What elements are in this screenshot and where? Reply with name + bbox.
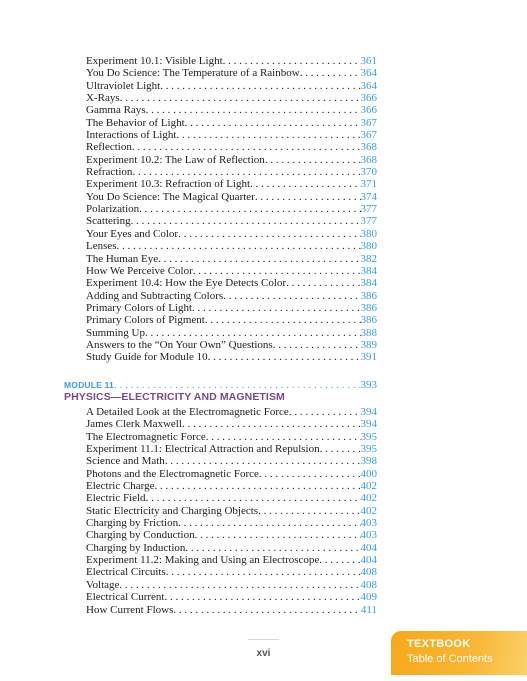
toc-entry[interactable] <box>86 141 377 153</box>
toc-entry-page: 411 <box>360 603 377 616</box>
module-page-number: 393 <box>360 379 377 391</box>
toc-entry-page: 364 <box>360 67 377 80</box>
toc-entry[interactable] <box>86 240 377 252</box>
badge-line-1: TEXTBOOK <box>407 638 471 650</box>
textbook-toc-button[interactable] <box>391 631 527 675</box>
toc-entry-page: 404 <box>360 554 377 567</box>
toc-entry-title: Adding and Subtracting Colors <box>86 289 224 302</box>
toc-entry-page: 402 <box>360 492 377 505</box>
toc-entry-title: How Current Flows <box>86 603 174 616</box>
toc-entry-page: 395 <box>360 443 377 456</box>
toc-entry-title: The Human Eye <box>86 252 159 265</box>
toc-entry[interactable] <box>86 314 377 326</box>
toc-entry[interactable] <box>86 302 377 314</box>
toc-entry-page: 403 <box>360 529 377 542</box>
toc-entry[interactable] <box>86 228 377 240</box>
toc-entry-title: Refraction <box>86 166 133 179</box>
toc-entry-title: Your Eyes and Color <box>86 227 179 240</box>
toc-entry-title: A Detailed Look at the Electromagnetic Force <box>86 406 289 418</box>
toc-entry-title: Electrical Current <box>86 591 165 604</box>
toc-entry-title: X-Rays <box>86 92 120 105</box>
badge-line-2: Table of Contents <box>407 653 493 665</box>
dot-leader <box>139 203 360 215</box>
toc-entry[interactable] <box>86 339 377 351</box>
toc-entry-title: Experiment 11.1: Electrical Attraction and Repulsion <box>86 443 320 456</box>
toc-entry[interactable] <box>86 455 377 467</box>
dot-leader <box>185 117 361 129</box>
toc-entry[interactable] <box>86 55 377 67</box>
toc-entry-page: 386 <box>360 301 377 314</box>
toc-entry-page: 395 <box>360 430 377 443</box>
dot-leader <box>178 228 360 240</box>
toc-entry-page: 384 <box>360 264 377 277</box>
dot-leader <box>132 166 360 178</box>
module-title: PHYSICS—ELECTRICITY AND MAGNETISM <box>64 391 285 403</box>
dot-leader <box>131 215 361 227</box>
toc-entry-page: 398 <box>360 455 377 468</box>
dot-leader <box>193 265 361 277</box>
toc-entry[interactable] <box>86 92 377 104</box>
dot-leader <box>320 443 361 455</box>
toc-entry-page: 388 <box>360 326 377 339</box>
toc-entry-page: 368 <box>360 153 377 166</box>
toc-entry-title: Summing Up <box>86 326 145 339</box>
toc-entry[interactable] <box>86 191 377 203</box>
toc-entry[interactable] <box>86 327 377 339</box>
dot-leader <box>165 455 361 467</box>
dot-leader <box>192 302 360 314</box>
toc-entry[interactable] <box>86 579 377 591</box>
dot-leader <box>182 418 361 430</box>
toc-entry-page: 371 <box>360 178 377 191</box>
toc-entry-page: 409 <box>360 591 377 604</box>
toc-entry-page: 374 <box>360 190 377 203</box>
toc-entry-title: Primary Colors of Pigment <box>86 314 205 327</box>
toc-entry[interactable] <box>86 492 377 504</box>
toc-entry-title: Answers to the “On Your Own” Questions <box>86 338 273 351</box>
dot-leader <box>300 67 361 79</box>
toc-entry-page: 402 <box>360 504 377 517</box>
dot-leader <box>173 604 361 616</box>
toc-entry-title: Gamma Rays <box>86 104 146 117</box>
toc-entry-page: 364 <box>360 79 377 92</box>
toc-entry[interactable] <box>86 505 377 517</box>
toc-entry-title: James Clerk Maxwell <box>86 418 182 431</box>
toc-entry-title: Electric Field <box>86 492 146 505</box>
toc-entry-page: 366 <box>360 104 377 117</box>
toc-entry[interactable] <box>86 80 377 92</box>
toc-entry-page: 389 <box>360 338 377 351</box>
dot-leader <box>176 129 360 141</box>
toc-entry[interactable] <box>86 203 377 215</box>
toc-entry-title: Lenses <box>86 240 117 253</box>
toc-entry-title: Charging by Induction <box>86 541 186 554</box>
toc-entry[interactable] <box>86 253 377 265</box>
toc-entry-page: 380 <box>360 240 377 253</box>
dot-leader <box>146 104 361 116</box>
toc-entry-title: Ultraviolet Light <box>86 79 161 92</box>
toc-entry[interactable] <box>86 431 377 443</box>
toc-entry[interactable] <box>86 277 377 289</box>
toc-entry[interactable] <box>86 104 377 116</box>
toc-entry[interactable] <box>86 554 377 566</box>
dot-leader <box>319 554 360 566</box>
dot-leader <box>119 579 360 591</box>
dot-leader <box>145 327 361 339</box>
toc-entry[interactable] <box>86 117 377 129</box>
toc-entry-page: 402 <box>360 480 377 493</box>
toc-entry-title: Experiment 10.4: How the Eye Detects Color <box>86 277 287 290</box>
toc-entry[interactable] <box>86 566 377 578</box>
dot-leader <box>286 277 360 289</box>
page-number: xvi <box>256 648 271 659</box>
toc-section-module-10 <box>86 55 377 364</box>
toc-entry-title: Scattering <box>86 215 131 228</box>
dot-leader <box>255 191 361 203</box>
toc-entry[interactable] <box>86 418 377 430</box>
toc-entry[interactable] <box>86 591 377 603</box>
toc-entry[interactable] <box>86 517 377 529</box>
dot-leader <box>195 529 361 541</box>
toc-entry-page: 377 <box>360 203 377 216</box>
toc-entry[interactable] <box>86 406 377 418</box>
dot-leader <box>155 480 361 492</box>
toc-entry-page: 386 <box>360 314 377 327</box>
toc-entry-page: 403 <box>360 517 377 530</box>
toc-entry-title: The Behavior of Light <box>86 116 185 129</box>
toc-entry-title: Electrical Circuits <box>86 566 166 579</box>
dot-leader <box>208 351 361 363</box>
dot-leader <box>146 492 361 504</box>
toc-entry-page: 380 <box>360 227 377 240</box>
dot-leader <box>165 591 361 603</box>
toc-entry-title: Interactions of Light <box>86 129 177 142</box>
toc-entry-title: Study Guide for Module 10 <box>86 351 208 364</box>
toc-entry[interactable] <box>86 542 377 554</box>
dot-leader <box>166 566 361 578</box>
toc-entry-title: Experiment 10.3: Refraction of Light <box>86 178 251 191</box>
toc-entry-page: 394 <box>360 418 377 431</box>
toc-entry[interactable] <box>86 480 377 492</box>
toc-entry-title: Primary Colors of Light <box>86 301 193 314</box>
toc-entry[interactable] <box>86 215 377 227</box>
toc-entry[interactable] <box>86 351 377 363</box>
toc-entry-page: 408 <box>360 578 377 591</box>
dot-leader <box>205 314 361 326</box>
module-11-entry[interactable] <box>64 379 377 391</box>
toc-entry[interactable] <box>86 529 377 541</box>
dot-leader <box>223 55 361 67</box>
toc-entry[interactable] <box>86 67 377 79</box>
toc-entry[interactable] <box>86 166 377 178</box>
toc-entry-title: Charging by Friction <box>86 517 179 530</box>
toc-entry-page: 394 <box>360 406 377 418</box>
toc-entry-title: Reflection <box>86 141 132 154</box>
toc-entry[interactable] <box>86 443 377 455</box>
dot-leader <box>223 290 360 302</box>
toc-entry-title: The Electromagnetic Force <box>86 430 206 443</box>
toc-entry[interactable] <box>86 154 377 166</box>
dot-leader <box>273 339 361 351</box>
toc-entry-page: 400 <box>360 467 377 480</box>
toc-entry-page: 386 <box>360 289 377 302</box>
toc-entry[interactable] <box>86 604 377 616</box>
toc-entry-title: Static Electricity and Charging Objects <box>86 504 259 517</box>
dot-leader <box>185 542 360 554</box>
module-label: MODULE 11 <box>64 380 114 390</box>
dot-leader <box>259 468 361 480</box>
toc-entry-page: 367 <box>360 116 377 129</box>
toc-entry-page: 370 <box>360 166 377 179</box>
toc-entry-title: Photons and the Electromagnetic Force <box>86 467 259 480</box>
toc-entry[interactable] <box>86 290 377 302</box>
toc-entry[interactable] <box>86 129 377 141</box>
toc-entry-page: 366 <box>360 92 377 105</box>
toc-entry-page: 377 <box>360 215 377 228</box>
toc-entry-title: Science and Math <box>86 455 165 468</box>
toc-entry[interactable] <box>86 468 377 480</box>
dot-leader <box>250 178 360 190</box>
toc-entry-page: 382 <box>360 252 377 265</box>
toc-entry-title: Experiment 11.2: Making and Using an Electroscope <box>86 554 320 567</box>
toc-entry-page: 361 <box>360 55 377 67</box>
toc-entry[interactable] <box>86 178 377 190</box>
toc-entry-title: Voltage <box>86 578 120 591</box>
dot-leader <box>206 431 361 443</box>
toc-entry-page: 368 <box>360 141 377 154</box>
toc-entry-page: 367 <box>360 129 377 142</box>
dot-leader <box>160 80 360 92</box>
toc-entry[interactable] <box>86 265 377 277</box>
dot-leader <box>178 517 360 529</box>
toc-entry-page: 391 <box>360 351 377 364</box>
dot-leader <box>117 240 361 252</box>
toc-entry-title: Experiment 10.1: Visible Light <box>86 55 223 67</box>
dot-leader <box>114 380 361 391</box>
dot-leader <box>158 253 360 265</box>
dot-leader <box>132 141 361 153</box>
toc-entry-title: Charging by Conduction <box>86 529 195 542</box>
toc-section-module-11 <box>86 406 377 616</box>
footer-divider <box>248 639 279 640</box>
toc-entry-page: 404 <box>360 541 377 554</box>
dot-leader <box>289 406 361 418</box>
toc-entry-title: Experiment 10.2: The Law of Reflection <box>86 153 265 166</box>
dot-leader <box>120 92 361 104</box>
toc-entry-title: How We Perceive Color <box>86 264 193 277</box>
dot-leader <box>265 154 361 166</box>
toc-entry-title: You Do Science: The Magical Quarter <box>86 190 255 203</box>
dot-leader <box>258 505 360 517</box>
toc-entry-title: You Do Science: The Temperature of a Rainbow <box>86 67 300 80</box>
toc-entry-page: 408 <box>360 566 377 579</box>
toc-entry-page: 384 <box>360 277 377 290</box>
toc-entry-title: Electric Charge <box>86 480 155 493</box>
toc-entry-title: Polarization <box>86 203 140 216</box>
